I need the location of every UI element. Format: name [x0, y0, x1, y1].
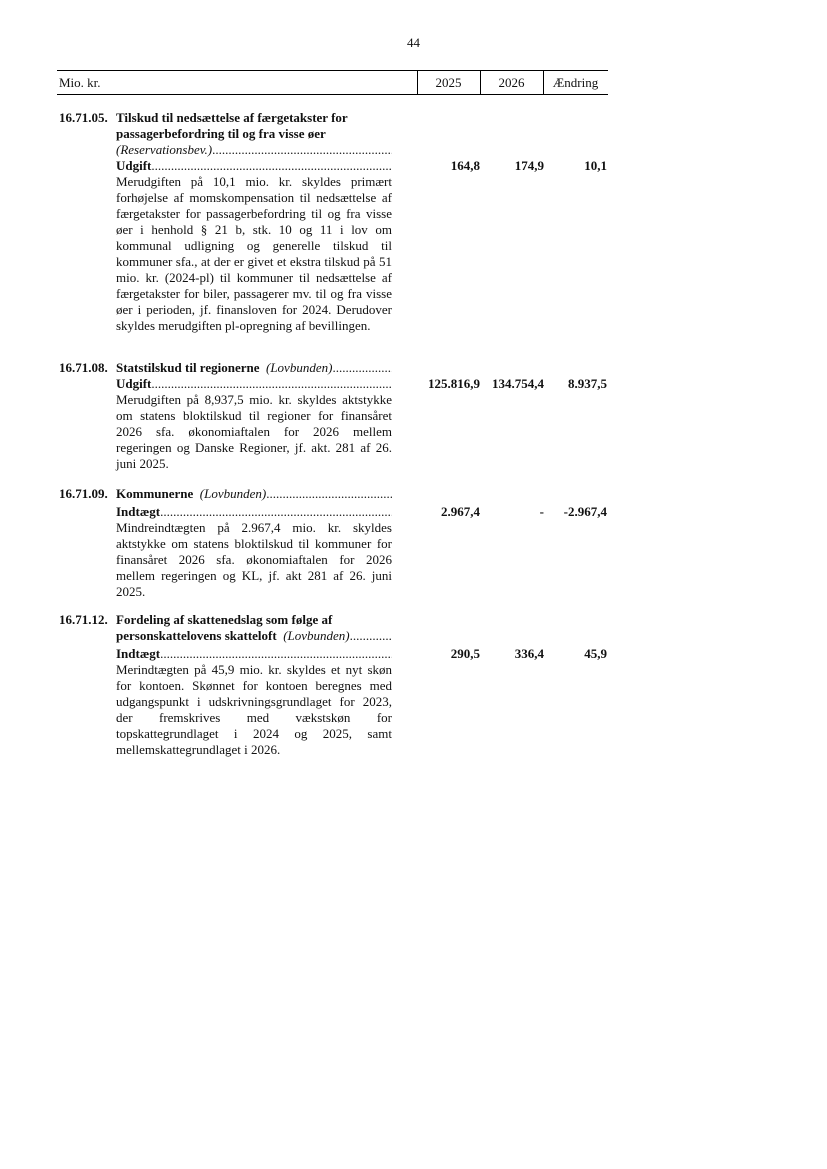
- value-2025: 290,5: [450, 646, 480, 661]
- section-title-text: Kommunerne: [116, 486, 194, 501]
- appropriation-type: (Lovbunden): [266, 360, 333, 375]
- value-2025: 164,8: [450, 158, 480, 173]
- value-2025: 125.816,9: [428, 376, 480, 391]
- appropriation-type: (Lovbunden): [283, 628, 350, 643]
- item-label: Udgift: [116, 158, 152, 173]
- value-2026: 134.754,4: [492, 376, 544, 391]
- section-title: passagerbefordring til og fra visse øer: [116, 126, 326, 141]
- section-number: 16.71.05.: [59, 110, 108, 125]
- appropriation-type: (Lovbunden): [199, 486, 267, 501]
- value-2026: 174,9: [514, 158, 544, 173]
- section-number: 16.71.12.: [59, 612, 108, 627]
- value-2026: 336,4: [514, 646, 544, 661]
- explanation-text: Mindreindtægten på 2.967,4 mio. kr. skyldes aktstykke om statens bloktilskud til kommuner for finansåret 2026 sfa. økonomiaftalen for 2026 mellem regeringen og KL, jf. akt 281 af 26. juni 2025.: [116, 520, 392, 599]
- value-2025: 2.967,4: [441, 504, 480, 519]
- value-change: 8.937,5: [568, 376, 607, 391]
- item-label-line: [116, 646, 392, 662]
- item-label-line: [116, 158, 392, 174]
- section-title-italic: [116, 142, 392, 158]
- item-label: Udgift: [116, 376, 152, 391]
- section-title: Fordeling af skattenedslag som følge af: [116, 612, 333, 627]
- value-change: 45,9: [584, 646, 607, 661]
- section-title: [116, 486, 392, 502]
- unit-label: Mio. kr.: [59, 75, 101, 90]
- table-header: [57, 70, 608, 95]
- section-title-text: Statstilskud til regionerne: [116, 360, 260, 375]
- section-title: [116, 628, 392, 644]
- section-title-text: personskattelovens skatteloft: [116, 628, 277, 643]
- section-number: 16.71.09.: [59, 486, 108, 501]
- page-number: 44: [407, 35, 420, 50]
- col-change-header: Ændring: [552, 75, 599, 90]
- col-2025-header: 2025: [435, 75, 462, 90]
- item-label: Indtægt: [116, 504, 161, 519]
- section-title: Tilskud til nedsættelse af færgetakster for: [116, 110, 348, 125]
- appropriation-type: (Reservationsbev.): [116, 142, 213, 157]
- value-change: -2.967,4: [563, 504, 607, 519]
- explanation-text: Merudgiften på 10,1 mio. kr. skyldes primært forhøjelse af momskompensation til nedsættelse af færgetakster for passagerbefordring til og fra visse øer i henhold § 21 b, stk. 10 og 11 i lov om kommunal udligning og generelle tilskud til kommuner sfa., at der er givet et ekstra tilskud på 51 mio. kr. (2024-pl) til kommuner til nedsættelse af færgetakster for biler, passagerer mv. til og fra visse øer i perioden, jf. finansloven for 2024. Derudover skyldes merudgiften pl-opregning af bevillingen.: [116, 174, 392, 333]
- section-title: [116, 360, 392, 376]
- value-2026: -: [539, 504, 544, 519]
- section-number: 16.71.08.: [59, 360, 108, 375]
- item-label-line: [116, 376, 392, 392]
- item-label: Indtægt: [116, 646, 161, 661]
- item-label-line: [116, 504, 392, 520]
- col-2026-header: 2026: [498, 75, 525, 90]
- explanation-text: Merindtægten på 45,9 mio. kr. skyldes et nyt skøn for kontoen. Skønnet for kontoen beregnes med udgangspunkt i udskrivningsgrundlaget for 2023, der fremskrives med vækstskøn for topskattegrundlaget i 2024 og 2025, samt mellemskattegrundlaget i 2026.: [116, 662, 392, 757]
- explanation-text: Merudgiften på 8,937,5 mio. kr. skyldes aktstykke om statens bloktilskud til regioner for finansåret 2026 sfa. økonomiaftalen for 2026 mellem regeringen og Danske Regioner, jf. akt. 281 af 26. juni 2025.: [116, 392, 392, 471]
- value-change: 10,1: [584, 158, 607, 173]
